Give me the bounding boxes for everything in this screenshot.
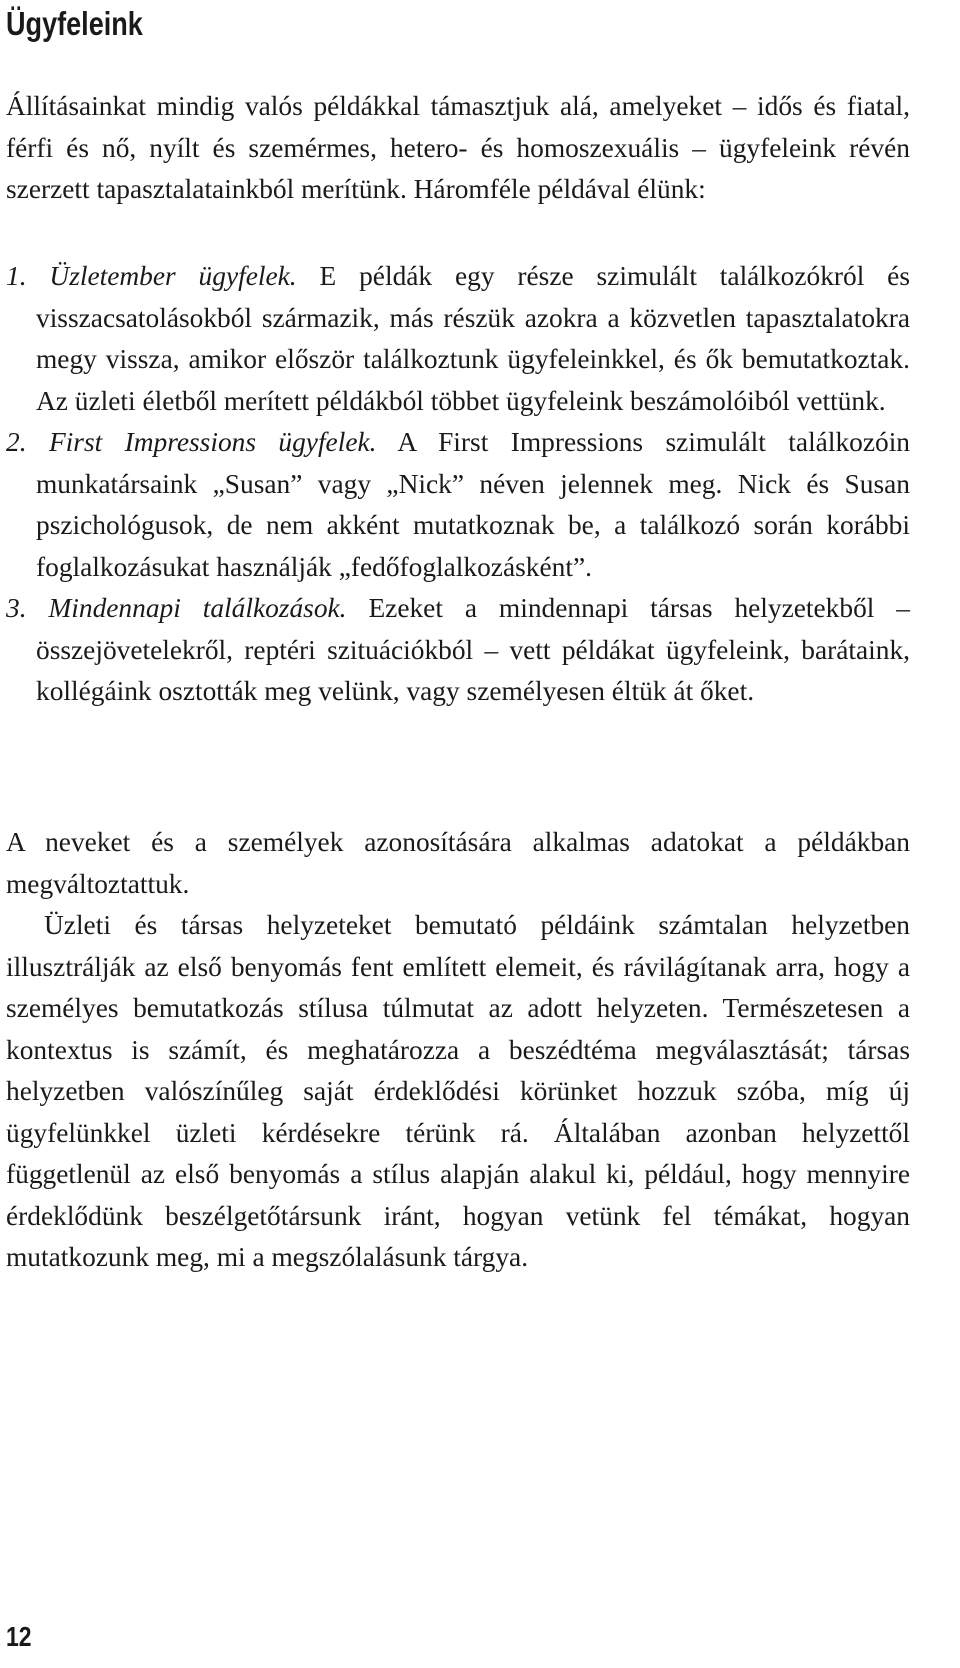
page-number: 12 [6,1621,32,1652]
example-heading: 1. Üzletember ügyfelek. [6,261,297,291]
example-item-everyday [6,588,910,713]
closing-block [6,822,910,1279]
example-heading: 3. Mindennapi találkozások. [6,593,347,623]
example-item-business [6,256,911,422]
example-text: Ezeket a mindennapi társas helyzetekből – összejövetelekről, reptéri szituációkból – vett példákat ügyfeleink, barátaink, kollégáink osztották meg velünk, vagy személyesen éltük át őket. [36,593,910,706]
intro-block [6,86,910,211]
example-list [6,256,911,713]
example-heading: 2. First Impressions ügyfelek. [6,427,377,457]
privacy-note: A neveket és a személyek azonosítására alkalmas adatokat a példákban megváltoztattuk. [6,827,910,899]
example-text: E példák egy része szimulált találkozókról és visszacsatolásokból származik, más részük azokra a közvetlen tapasztalatokra megy vissza, amikor először találkoztunk ügyfeleinkkel, és ők bemutatkoztak. Az üzleti életből merített példákból többet ügyfeleink beszámolóiból vettünk. [36,261,911,416]
closing-paragraph: Üzleti és társas helyzeteket bemutató példáink számtalan helyzetben illusztrálják az első benyomás fent említett elemeit, és rávilágítanak arra, hogy a személyes bemutatkozás stílusa túlmutat az adott helyzeten. Természetesen a kontextus is számít, és meghatározza a beszédtéma megválasztását; társas helyzetben valószínűleg saját érdeklődési körünket hozzuk szóba, míg új ügyfelünkkel üzleti kérdésekre térünk rá. Általában azonban helyzettől függetlenül az első benyomás a stílus alapján alakul ki, például, hogy mennyire érdeklődünk beszélgetőtársunk iránt, hogyan vetünk fel témákat, hogyan mutatkozunk meg, mi a megszólalásunk tárgya. [6,910,910,1272]
intro-paragraph: Állításainkat mindig valós példákkal támasztjuk alá, amelyeket – idős és fiatal, férfi és nő, nyílt és szemérmes, hetero- és homoszexuális – ügyfeleink révén szerzett tapasztalatainkból merítünk. Háromféle példával élünk: [6,91,910,204]
example-text: A First Impressions szimulált találkozóin munkatársaink „Susan” vagy „Nick” néven jelennek meg. Nick és Susan pszichológusok, de nem akként mutatkoznak be, a találkozó során korábbi foglalkozásukat használják „fedőfoglalkozásként”. [36,427,910,582]
example-item-first-impressions [6,422,910,588]
section-heading: Ügyfeleink [6,5,143,42]
